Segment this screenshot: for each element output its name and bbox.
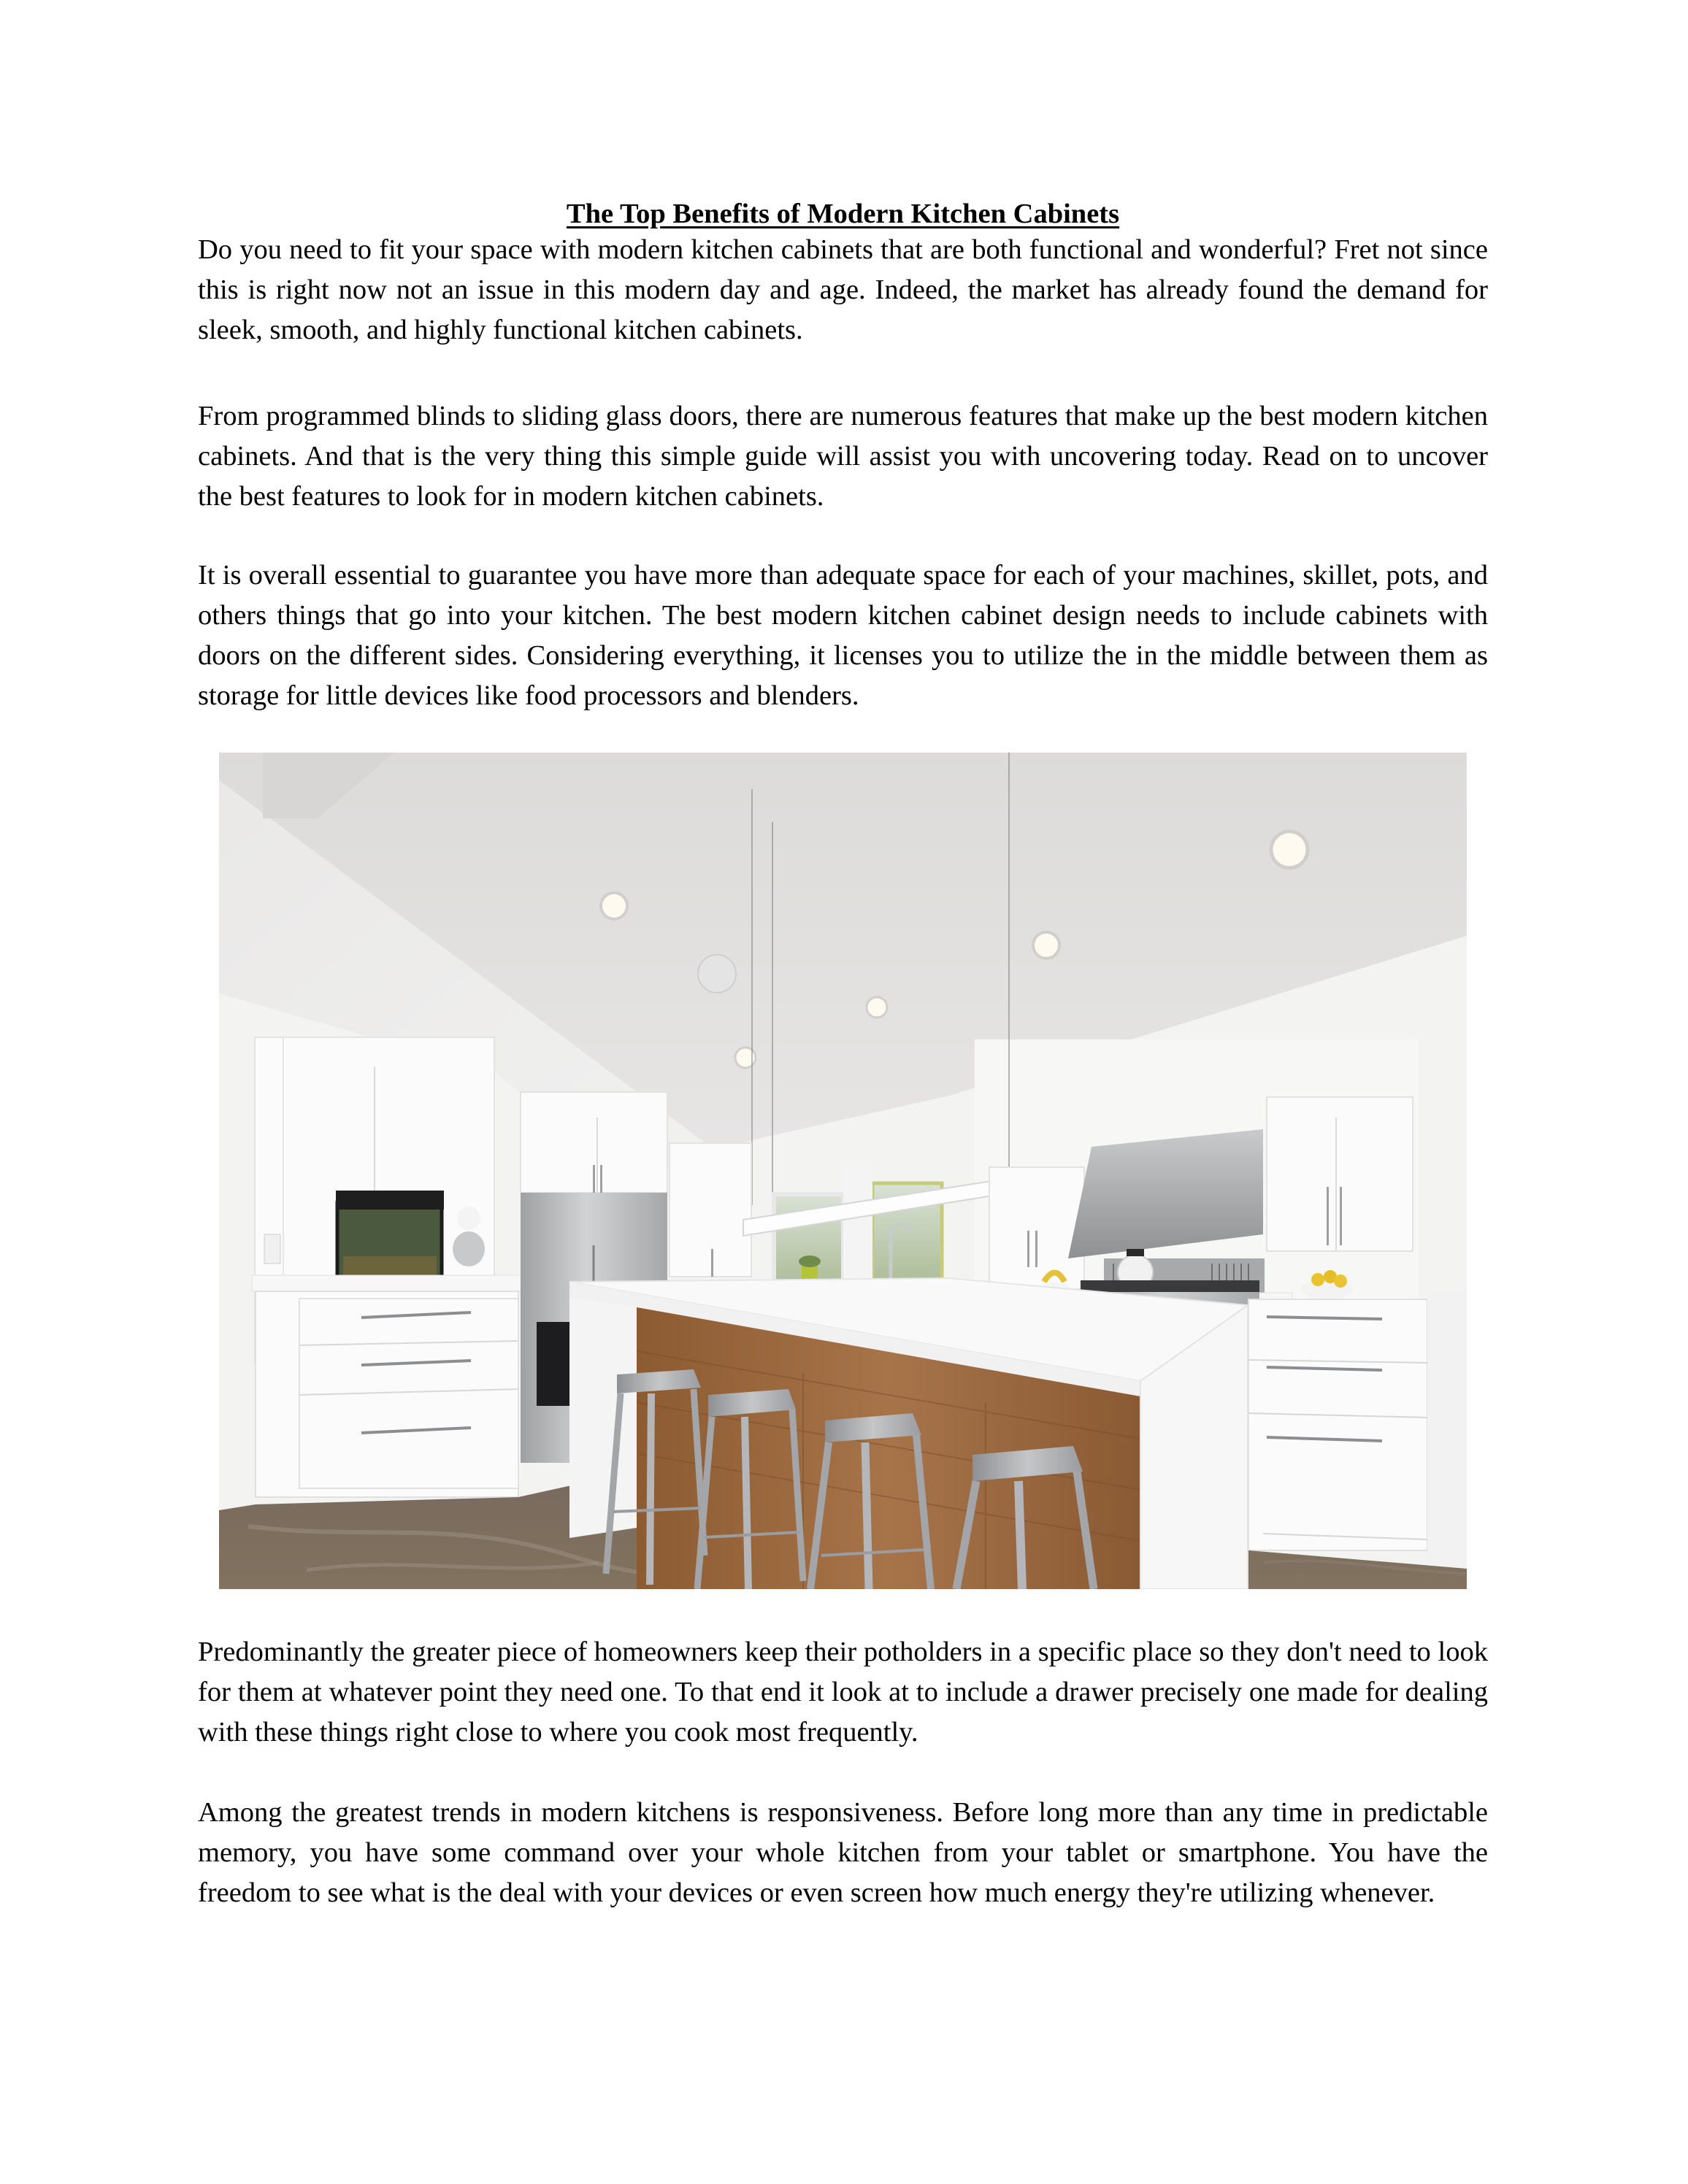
paragraph-potholders: Predominantly the greater piece of homeowners keep their potholders in a specific place so they don't need to look for them at whatever point they need one. To that end it look at to include a drawer precisely one made for dealing with these things right close to where you cook most frequently. xyxy=(198,1637,1488,1747)
paragraph-smart-kitchen: Among the greatest trends in modern kitchens is responsiveness. Before long more than any time in predictable memory, you have some command over your whole kitchen from your tablet or smartphone. You have the freedom to see what is the deal with your devices or even screen how much energy they're utilizing whenever. xyxy=(198,1797,1488,1908)
paragraph-features: From programmed blinds to sliding glass doors, there are numerous features that make up the best modern kitchen cabinets. And that is the very thing this simple guide will assist you with uncovering today. Read on to uncover the best features to look for in modern kitchen cabinets. xyxy=(198,401,1488,512)
document-title-text: The Top Benefits of Modern Kitchen Cabinets xyxy=(566,199,1120,229)
paragraph-storage: It is overall essential to guarantee you have more than adequate space for each of your machines, skillet, pots, and others things that go into your kitchen. The best modern kitchen cabinet design needs to include cabinets with doors on the different sides. Considering everything, it licenses you to utilize the in the middle between them as storage for little devices like food processors and blenders. xyxy=(198,560,1488,711)
paragraph-intro: Do you need to fit your space with modern kitchen cabinets that are both functional and wonderful? Fret not since this is right now not an issue in this modern day and age. Indeed, the market has already found the demand for sleek, smooth, and highly functional kitchen cabinets. xyxy=(198,234,1488,345)
document-title xyxy=(198,194,1488,234)
kitchen-photo-illustration xyxy=(219,753,1467,1589)
kitchen-photo xyxy=(219,753,1467,1589)
